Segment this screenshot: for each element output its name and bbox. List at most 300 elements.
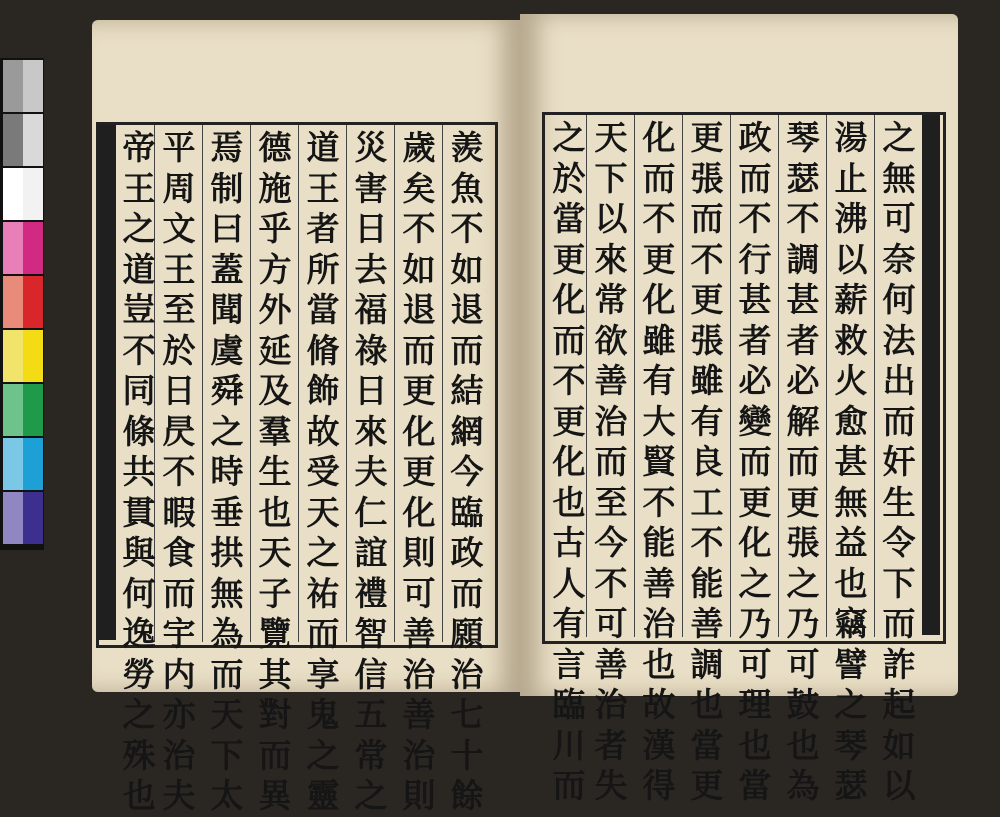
column-rule (298, 125, 299, 642)
text-character: 不 (786, 199, 820, 238)
text-character: 祿 (354, 330, 388, 370)
text-character: 天 (210, 695, 244, 734)
column-rule (826, 115, 827, 637)
text-character: 其 (258, 654, 292, 694)
left-page-column-7 (156, 128, 202, 817)
text-character: 工 (690, 482, 724, 522)
text-character: 内 (162, 654, 196, 694)
text-character: 湯 (834, 118, 868, 157)
text-character: 制 (210, 168, 244, 208)
text-character: 臨 (450, 492, 484, 532)
text-character: 不 (642, 199, 676, 238)
text-character: 出 (882, 361, 916, 400)
text-character: 必 (738, 361, 772, 400)
text-character: 結 (450, 371, 484, 410)
text-character: 更 (552, 239, 586, 279)
text-character: 雖 (642, 320, 676, 360)
text-character: 殊 (122, 735, 156, 775)
white-patch (3, 168, 23, 220)
right-page-column-1 (876, 118, 922, 807)
text-character: 而 (882, 401, 916, 441)
text-character: 異 (258, 776, 292, 815)
text-character: 沸 (834, 199, 868, 238)
text-character: 之 (738, 563, 772, 603)
text-character: 而 (738, 442, 772, 481)
text-character: 仁 (354, 492, 388, 532)
column-rule (346, 125, 347, 642)
column-rule (778, 115, 779, 637)
text-character: 則 (402, 776, 436, 815)
text-character: 之 (834, 685, 868, 724)
text-character: 張 (690, 320, 724, 360)
text-character: 賢 (642, 442, 676, 481)
text-character: 調 (690, 644, 724, 684)
text-character: 至 (594, 482, 628, 522)
text-character: 食 (162, 533, 196, 572)
text-character: 故 (306, 411, 340, 451)
magenta-patch (23, 222, 43, 274)
text-character: 故 (642, 685, 676, 724)
text-character: 善 (642, 563, 676, 603)
text-character: 化 (642, 280, 676, 319)
text-character: 靈 (306, 776, 340, 815)
text-character: 譬 (834, 644, 868, 684)
text-character: 餘 (450, 776, 484, 815)
text-character: 暇 (162, 492, 196, 532)
text-character: 起 (882, 685, 916, 724)
text-character: 無 (210, 573, 244, 613)
text-character: 善 (402, 695, 436, 734)
text-character: 解 (786, 401, 820, 441)
text-character: 如 (882, 725, 916, 765)
text-character: 救 (834, 320, 868, 360)
text-character: 同 (122, 371, 156, 410)
text-character: 臨 (552, 685, 586, 724)
text-character: 與 (122, 533, 156, 572)
text-character: 也 (690, 685, 724, 724)
text-character: 政 (738, 118, 772, 157)
violet-patch (23, 492, 43, 544)
text-character: 之 (306, 735, 340, 775)
text-character: 生 (882, 482, 916, 522)
text-character: 鬼 (306, 695, 340, 734)
text-character: 良 (690, 442, 724, 481)
text-character: 以 (834, 239, 868, 279)
text-character: 張 (690, 158, 724, 198)
text-character: 來 (594, 239, 628, 279)
text-character: 言 (552, 644, 586, 684)
text-character: 之 (306, 533, 340, 572)
text-character: 十 (450, 735, 484, 775)
right-page-fold-edge (922, 115, 940, 635)
right-page-column-2 (828, 118, 874, 807)
text-character: 更 (642, 239, 676, 279)
magenta-patch (3, 222, 23, 274)
green-patch (3, 384, 23, 436)
left-page-column-4 (300, 128, 346, 817)
text-character: 下 (882, 563, 916, 603)
text-character: 施 (258, 168, 292, 208)
text-character: 祐 (306, 573, 340, 613)
text-character: 而 (786, 442, 820, 481)
text-character: 日 (354, 209, 388, 248)
text-character: 而 (450, 573, 484, 613)
text-character: 之 (210, 411, 244, 451)
text-character: 更 (690, 118, 724, 157)
text-character: 而 (450, 330, 484, 370)
left-page-column-3 (348, 128, 394, 817)
text-character: 來 (354, 411, 388, 451)
text-character: 當 (690, 725, 724, 765)
text-character: 帝 (122, 128, 156, 167)
text-character: 變 (738, 401, 772, 441)
text-character: 天 (594, 118, 628, 157)
right-page-column-7 (588, 118, 634, 807)
text-character: 宇 (162, 614, 196, 653)
text-character: 之 (552, 118, 586, 157)
text-character: 昃 (162, 411, 196, 451)
text-character: 化 (552, 442, 586, 481)
right-page-column-5 (684, 118, 730, 807)
text-character: 七 (450, 695, 484, 734)
text-character: 善 (594, 361, 628, 400)
text-character: 更 (552, 401, 586, 441)
text-character: 無 (834, 482, 868, 522)
color-calibration-strip (0, 58, 44, 550)
text-character: 益 (834, 523, 868, 562)
red-patch (3, 276, 23, 328)
text-character: 天 (258, 533, 292, 572)
text-character: 五 (354, 695, 388, 734)
text-character: 不 (738, 199, 772, 238)
text-character: 日 (162, 371, 196, 410)
text-character: 化 (738, 523, 772, 562)
text-character: 下 (210, 735, 244, 775)
text-character: 延 (258, 330, 292, 370)
column-rule (442, 125, 443, 642)
text-character: 而 (882, 604, 916, 643)
left-page-column-6 (204, 128, 250, 817)
text-character: 如 (402, 249, 436, 289)
right-page-column-8 (546, 118, 592, 807)
text-character: 治 (594, 685, 628, 724)
text-character: 不 (122, 330, 156, 370)
text-character: 羨 (450, 128, 484, 167)
text-character: 可 (786, 644, 820, 684)
text-character: 止 (834, 158, 868, 198)
text-character: 覽 (258, 614, 292, 653)
text-character: 善 (594, 644, 628, 684)
text-character: 乎 (258, 209, 292, 248)
text-character: 子 (258, 573, 292, 613)
text-character: 更 (738, 482, 772, 522)
text-character: 不 (690, 239, 724, 279)
text-character: 瑟 (786, 158, 820, 198)
text-character: 必 (786, 361, 820, 400)
gray-patch (3, 114, 23, 166)
text-character: 有 (690, 401, 724, 441)
text-character: 得 (642, 766, 676, 805)
yellow-patch (23, 330, 43, 382)
white-patch (23, 168, 43, 220)
text-character: 可 (882, 199, 916, 238)
text-character: 有 (552, 604, 586, 643)
text-character: 奈 (882, 239, 916, 279)
text-character: 生 (258, 452, 292, 491)
text-character: 治 (162, 735, 196, 775)
text-character: 不 (642, 482, 676, 522)
text-character: 薪 (834, 280, 868, 319)
text-character: 火 (834, 361, 868, 400)
text-character: 政 (450, 533, 484, 572)
text-character: 失 (594, 766, 628, 805)
left-page-column-1 (444, 128, 490, 817)
text-character: 平 (162, 128, 196, 167)
text-character: 不 (162, 452, 196, 491)
text-character: 之 (354, 776, 388, 815)
text-character: 而 (210, 654, 244, 694)
column-rule (394, 125, 395, 642)
text-character: 垂 (210, 492, 244, 532)
text-character: 王 (306, 168, 340, 208)
text-character: 之 (786, 563, 820, 603)
left-page-fold-edge (98, 125, 116, 640)
text-character: 如 (450, 249, 484, 289)
text-character: 更 (690, 280, 724, 319)
text-character: 飾 (306, 371, 340, 410)
text-character: 焉 (210, 128, 244, 167)
text-character: 行 (738, 239, 772, 279)
text-character: 享 (306, 654, 340, 694)
text-character: 之 (122, 209, 156, 248)
left-page-column-8 (116, 128, 162, 817)
text-character: 不 (450, 209, 484, 248)
text-character: 欲 (594, 320, 628, 360)
text-character: 而 (690, 199, 724, 238)
text-character: 者 (594, 725, 628, 765)
text-character: 詐 (882, 644, 916, 684)
text-character: 受 (306, 452, 340, 491)
text-character: 治 (402, 735, 436, 775)
text-character: 何 (882, 280, 916, 319)
text-character: 者 (738, 320, 772, 360)
text-character: 為 (210, 614, 244, 653)
text-character: 道 (306, 128, 340, 167)
text-character: 豈 (122, 290, 156, 329)
text-character: 治 (450, 654, 484, 694)
text-character: 德 (258, 128, 292, 167)
text-character: 漢 (642, 725, 676, 765)
text-character: 也 (122, 776, 156, 815)
text-character: 今 (594, 523, 628, 562)
text-character: 琴 (834, 725, 868, 765)
text-character: 治 (642, 604, 676, 643)
text-character: 也 (642, 644, 676, 684)
text-character: 大 (642, 401, 676, 441)
text-character: 及 (258, 371, 292, 410)
text-character: 也 (552, 482, 586, 522)
text-character: 更 (402, 371, 436, 410)
text-character: 理 (738, 685, 772, 724)
text-character: 條 (122, 411, 156, 451)
text-character: 為 (786, 766, 820, 805)
column-rule (634, 115, 635, 637)
text-character: 也 (786, 725, 820, 765)
text-character: 之 (882, 118, 916, 157)
text-character: 也 (834, 563, 868, 603)
text-character: 王 (122, 168, 156, 208)
text-character: 善 (690, 604, 724, 643)
text-character: 甚 (834, 442, 868, 481)
text-character: 不 (402, 209, 436, 248)
text-character: 而 (642, 158, 676, 198)
text-character: 甚 (738, 280, 772, 319)
text-character: 以 (882, 766, 916, 805)
text-character: 共 (122, 452, 156, 491)
text-character: 蓋 (210, 249, 244, 289)
right-page-column-4 (732, 118, 778, 807)
text-character: 化 (642, 118, 676, 157)
text-character: 奸 (882, 442, 916, 481)
text-character: 人 (552, 563, 586, 603)
text-character: 舜 (210, 371, 244, 410)
text-character: 竊 (834, 604, 868, 643)
text-character: 信 (354, 654, 388, 694)
text-character: 歲 (402, 128, 436, 167)
gray-patch (23, 114, 43, 166)
text-character: 當 (552, 199, 586, 238)
text-character: 者 (306, 209, 340, 248)
text-character: 而 (594, 442, 628, 481)
cyan-patch (23, 438, 43, 490)
text-character: 逸 (122, 614, 156, 653)
text-character: 周 (162, 168, 196, 208)
text-character: 有 (642, 361, 676, 400)
yellow-patch (3, 330, 23, 382)
text-character: 羣 (258, 411, 292, 451)
text-character: 化 (402, 411, 436, 451)
text-character: 更 (786, 482, 820, 522)
text-character: 文 (162, 209, 196, 248)
text-character: 不 (594, 563, 628, 603)
text-character: 退 (450, 290, 484, 329)
text-character: 常 (354, 735, 388, 775)
text-character: 雖 (690, 361, 724, 400)
text-character: 時 (210, 452, 244, 491)
text-character: 願 (450, 614, 484, 653)
text-character: 可 (738, 644, 772, 684)
red-patch (23, 276, 43, 328)
green-patch (23, 384, 43, 436)
violet-patch (3, 492, 23, 544)
text-character: 退 (402, 290, 436, 329)
text-character: 治 (594, 401, 628, 441)
text-character: 而 (552, 766, 586, 805)
text-character: 者 (786, 320, 820, 360)
text-character: 乃 (738, 604, 772, 643)
text-character: 虞 (210, 330, 244, 370)
text-character: 對 (258, 695, 292, 734)
text-character: 琴 (786, 118, 820, 157)
text-character: 何 (122, 573, 156, 613)
right-page-column-3 (780, 118, 826, 807)
column-rule (250, 125, 251, 642)
text-character: 於 (552, 158, 586, 198)
text-character: 魚 (450, 168, 484, 208)
text-character: 道 (122, 249, 156, 289)
text-character: 無 (882, 158, 916, 198)
text-character: 誼 (354, 533, 388, 572)
text-character: 下 (594, 158, 628, 198)
column-rule (682, 115, 683, 637)
text-character: 不 (690, 523, 724, 562)
text-character: 貫 (122, 492, 156, 532)
cyan-patch (3, 438, 23, 490)
text-character: 矣 (402, 168, 436, 208)
gray-patch (3, 60, 23, 112)
text-character: 勞 (122, 654, 156, 694)
text-character: 當 (306, 290, 340, 329)
text-character: 害 (354, 168, 388, 208)
text-character: 於 (162, 330, 196, 370)
text-character: 常 (594, 280, 628, 319)
gray-patch (23, 60, 43, 112)
text-character: 可 (402, 573, 436, 613)
text-character: 而 (738, 158, 772, 198)
text-character: 福 (354, 290, 388, 329)
text-character: 今 (450, 452, 484, 491)
text-character: 能 (642, 523, 676, 562)
text-character: 曰 (210, 209, 244, 248)
text-character: 而 (306, 614, 340, 653)
text-character: 愈 (834, 401, 868, 441)
text-character: 古 (552, 523, 586, 562)
text-character: 瑟 (834, 766, 868, 805)
text-character: 甚 (786, 280, 820, 319)
text-character: 網 (450, 411, 484, 451)
text-character: 當 (738, 766, 772, 805)
text-character: 令 (882, 523, 916, 562)
text-character: 夫 (162, 776, 196, 815)
text-character: 而 (258, 735, 292, 775)
text-character: 外 (258, 290, 292, 329)
text-character: 善 (402, 614, 436, 653)
text-character: 更 (402, 452, 436, 491)
text-character: 智 (354, 614, 388, 653)
text-character: 則 (402, 533, 436, 572)
text-character: 能 (690, 563, 724, 603)
column-rule (202, 125, 203, 642)
right-page-column-6 (636, 118, 682, 807)
text-character: 日 (354, 371, 388, 410)
text-character: 天 (306, 492, 340, 532)
text-character: 可 (594, 604, 628, 643)
text-character: 拱 (210, 533, 244, 572)
text-character: 亦 (162, 695, 196, 734)
text-character: 治 (402, 654, 436, 694)
text-character: 之 (122, 695, 156, 734)
text-character: 化 (402, 492, 436, 532)
text-character: 鼓 (786, 685, 820, 724)
text-character: 化 (552, 280, 586, 319)
column-rule (730, 115, 731, 637)
text-character: 聞 (210, 290, 244, 329)
text-character: 川 (552, 725, 586, 765)
text-character: 而 (402, 330, 436, 370)
text-character: 以 (594, 199, 628, 238)
text-character: 也 (258, 492, 292, 532)
text-character: 也 (738, 725, 772, 765)
